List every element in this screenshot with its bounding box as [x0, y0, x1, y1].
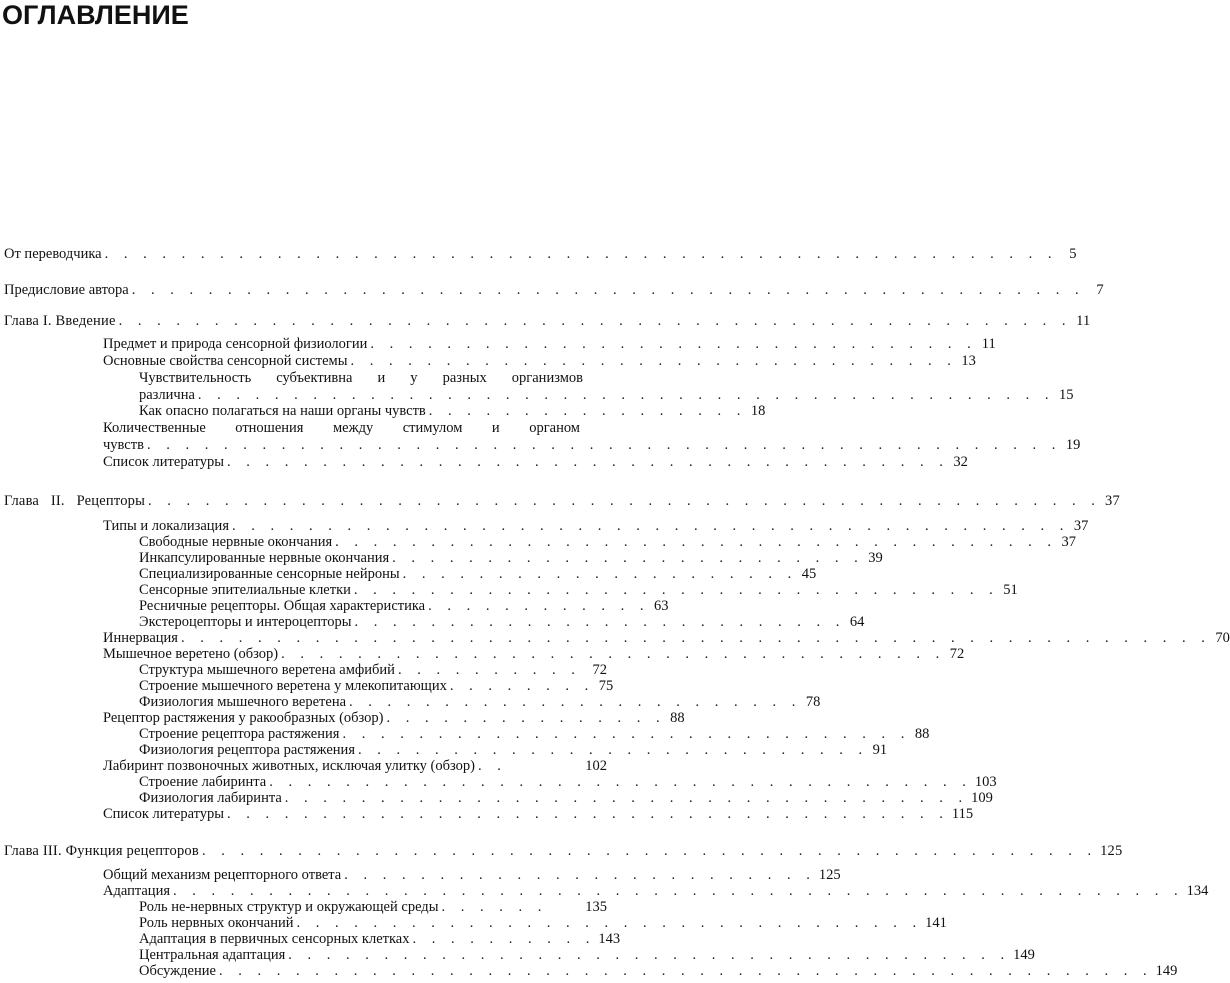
- toc-page-number: 125: [1100, 843, 1123, 859]
- toc-entry[interactable]: [103, 518, 1089, 535]
- toc-page-number: 141: [925, 915, 947, 931]
- toc-label: Адаптация: [103, 883, 170, 899]
- leader-dots: . . . . . . . . . . . . . . . . . . . . . . . . . . . . . . . .: [350, 353, 957, 369]
- toc-entry[interactable]: [139, 387, 1074, 404]
- leader-dots: . . . . . . . .: [449, 678, 595, 694]
- toc-chapter-2[interactable]: [4, 493, 1120, 510]
- leader-dots: . . . . . . . . . . . . . . . . . . . . . . . . .: [344, 867, 816, 883]
- leader-dots: . . . . . . . . . . . . . . . . . . . . . . . . . . . . . .: [342, 726, 911, 742]
- leader-dots: . . . . . . . . . . . . . . . . . . . . . . . . . . . . . . . . . .: [353, 582, 999, 598]
- toc-page-number: 102: [585, 758, 607, 774]
- toc-entry[interactable]: [139, 678, 614, 695]
- leader-dots: . . . . . . . . . . . . . . . . . . . . . . . . . . . . . . . . . . . . . . . . . . . . . . . . . . . . . .: [180, 630, 1211, 646]
- toc-label: Сенсорные эпителиальные клетки: [139, 582, 351, 598]
- toc-page-number: 13: [961, 353, 976, 369]
- toc-page-number: 63: [654, 598, 669, 614]
- toc-entry[interactable]: [139, 947, 1035, 964]
- toc-entry[interactable]: [139, 963, 1178, 980]
- toc-entry-line1[interactable]: Чувствительность субъективна и у разных организмов: [139, 370, 583, 386]
- toc-label: Список литературы: [103, 806, 225, 822]
- toc-page-number: 149: [1013, 947, 1035, 963]
- toc-label: Глава II. Рецепторы: [4, 493, 146, 509]
- toc-entry-line1[interactable]: Количественные отношения между стимулом и органом: [103, 420, 580, 436]
- toc-page-number: 45: [801, 566, 817, 582]
- toc-label: Роль нервных окончаний: [139, 915, 294, 931]
- toc-entry[interactable]: [103, 454, 968, 471]
- toc-label: Рецептор растяжения у ракообразных (обзор): [103, 710, 384, 726]
- toc-label: От переводчика: [4, 246, 102, 262]
- toc-page-number: 5: [1069, 246, 1077, 262]
- toc-label: Свободные нервные окончания: [139, 534, 333, 550]
- toc-entry[interactable]: [139, 774, 997, 791]
- leader-dots: . . . . . . . . . . . . . . . . .: [428, 403, 747, 419]
- toc-label: Физиология лабиринта: [139, 790, 282, 806]
- toc-page-number: 7: [1096, 282, 1104, 298]
- toc-entry[interactable]: [139, 534, 1077, 551]
- toc-entry[interactable]: [139, 915, 947, 932]
- leader-dots: . . . . . . . . . . . . . . . . . . . . . . . . . . . . . . . .: [370, 336, 977, 352]
- toc-entry-preface[interactable]: [4, 282, 1104, 299]
- toc-page-number: 72: [949, 646, 965, 662]
- leader-dots: . . . . . . . . . . . . . . . . . . . . . . . . . . . . . . . . . . . . . . . . . . . . . . . .: [146, 437, 1062, 453]
- leader-dots: . . . . . . . . . . . . . . . . . . . . . . . . . . . . . . . . . . . . . .: [227, 454, 949, 470]
- toc-page-number: 64: [849, 614, 865, 630]
- toc-page-number: 88: [914, 726, 930, 742]
- toc-label: Ресничные рецепторы. Общая характеристика: [139, 598, 426, 614]
- toc-label: Структура мышечного веретена амфибий: [139, 662, 395, 678]
- toc-entry[interactable]: [103, 710, 685, 727]
- toc-entry[interactable]: [139, 790, 993, 807]
- toc-page-number: 11: [1076, 313, 1091, 329]
- leader-dots: . . . . . . . . . . . . . . . . . . . . . . . . . . . . . . . . . . . . . . . . . . . . . . . . .: [218, 963, 1153, 979]
- leader-dots: . . . . . . . . . . . . . . . . . . . . . . . . .: [392, 550, 864, 566]
- leader-dots: . . . . . . . . . .: [412, 931, 596, 947]
- toc-label: Физиология рецептора растяжения: [139, 742, 355, 758]
- toc-label: Специализированные сенсорные нейроны: [139, 566, 400, 582]
- toc-entry[interactable]: [139, 598, 669, 615]
- toc-page-number: 115: [951, 806, 974, 822]
- toc-label: Список литературы: [103, 454, 225, 470]
- toc-label: Глава III. Функция рецепторов: [4, 843, 199, 859]
- toc-label: Роль не-нервных структур и окружающей среды: [139, 899, 439, 915]
- toc-entry[interactable]: [103, 630, 1230, 647]
- toc-page-number: 88: [670, 710, 685, 726]
- toc-entry[interactable]: [103, 353, 976, 370]
- leader-dots: . . . . . . . . . .: [397, 662, 581, 678]
- toc-label: Общий механизм рецепторного ответа: [103, 867, 342, 883]
- toc-page-number: 75: [598, 678, 614, 694]
- toc-entry[interactable]: [103, 437, 1081, 454]
- toc-entry[interactable]: [103, 646, 965, 663]
- toc-label: Предисловие автора: [4, 282, 129, 298]
- toc-entry[interactable]: [139, 582, 1018, 599]
- leader-dots: . . . . . . . . . . . . . . . . . . . . . . . . . . . . . . . . . . . . .: [269, 774, 972, 790]
- toc-entry[interactable]: [139, 566, 817, 583]
- toc-entry[interactable]: [139, 662, 607, 679]
- toc-entry[interactable]: [103, 336, 996, 353]
- toc-page-number: 37: [1073, 518, 1089, 534]
- toc-label: Адаптация в первичных сенсорных клетках: [139, 931, 410, 947]
- toc-page-number: 39: [868, 550, 883, 566]
- leader-dots: . . . . . . . . . . . . . . .: [386, 710, 666, 726]
- toc-label: Строение рецептора растяжения: [139, 726, 340, 742]
- toc-chapter-3[interactable]: [4, 843, 1123, 860]
- toc-label: различна: [139, 387, 195, 403]
- toc-entry[interactable]: [139, 694, 821, 711]
- toc-page-number: 70: [1215, 630, 1230, 646]
- leader-dots: . . . . . . . . . . . . . . . . . . . . .: [402, 566, 798, 582]
- toc-entry[interactable]: [103, 758, 607, 775]
- leader-dots: . . . . . . . . . . . . . . . . . . . . . . . . . . .: [358, 742, 869, 758]
- page-title: ОГЛАВЛЕНИЕ: [2, 0, 189, 30]
- leader-dots: . . . . . . . . . . . . . . . . . . . . . . . . . . . . . . . . . . .: [281, 646, 946, 662]
- toc-entry[interactable]: [139, 403, 766, 420]
- toc-page-number: 109: [971, 790, 993, 806]
- toc-entry[interactable]: [103, 806, 974, 823]
- toc-label: Инкапсулированные нервные окончания: [139, 550, 390, 566]
- toc-page-number: 78: [805, 694, 821, 710]
- toc-page-number: 37: [1061, 534, 1077, 550]
- leader-dots: . . . . . . . . . . . . . . . . . . . . . . . . . . . . . . . . . . . .: [284, 790, 969, 806]
- leader-dots: . . . . . .: [441, 899, 548, 915]
- toc-page-number: 91: [872, 742, 888, 758]
- toc-label: Основные свойства сенсорной системы: [103, 353, 348, 369]
- toc-label: Экстероцепторы и интероцепторы: [139, 614, 352, 630]
- toc-page-number: 32: [953, 454, 968, 470]
- toc-page-number: 143: [598, 931, 621, 947]
- leader-dots: . . . . . . . . . . . .: [428, 598, 650, 614]
- toc-label: Мышечное веретено (обзор): [103, 646, 279, 662]
- toc-page-number: 19: [1065, 437, 1081, 453]
- leader-dots: . . . . . . . . . . . . . . . . . . . . . . . . . . . . . . . . . . . . . .: [227, 806, 949, 822]
- toc-label: Лабиринт позвоночных животных, исключая улитку (обзор): [103, 758, 475, 774]
- toc-label: Физиология мышечного веретена: [139, 694, 347, 710]
- leader-dots: . . . . . . . . . . . . . . . . . . . . . . . . . . . . . . . . . . . . . . . . . . . . . . . . . .: [131, 282, 1085, 298]
- toc-page-number: 37: [1105, 493, 1120, 509]
- toc-page-number: 15: [1059, 387, 1074, 403]
- toc-label: Иннервация: [103, 630, 178, 646]
- toc-entry[interactable]: [139, 742, 888, 759]
- leader-dots: . . . . . . . . . . . . . . . . . . . . . . . . . . . . . . . . . . . . . .: [335, 534, 1058, 550]
- leader-dots: . . . . . . . . . . . . . . . . . . . . . . . . . .: [354, 614, 846, 630]
- leader-dots: . . . . . . . . . . . . . . . . . . . . . . . . . . . . . . . . . . . . . . . . . . . .: [232, 518, 1070, 534]
- toc-entry[interactable]: [139, 726, 930, 743]
- toc-entry[interactable]: [103, 867, 841, 884]
- toc-entry[interactable]: [139, 614, 865, 631]
- toc-page-number: 51: [1003, 582, 1018, 598]
- leader-dots: . . . . . . . . . . . . . . . . . . . . . . . . . . . . . . . . .: [296, 915, 923, 931]
- leader-dots: . . . . . . . . . . . . . . . . . . . . . . . . . . . . . . . . . . . . . . . . . . . . . . .: [201, 843, 1098, 859]
- toc-page-number: 149: [1155, 963, 1178, 979]
- leader-dots: . . . . . . . . . . . . . . . . . . . . . . . . . . . . . . . . . . . . . .: [288, 947, 1011, 963]
- leader-dots: . . . . . . . . . . . . . . . . . . . . . . . . . . . . . . . . . . . . . . . . . . . . . . . . . .: [104, 246, 1058, 262]
- toc-page-number: 72: [592, 662, 607, 678]
- toc-label: Как опасно полагаться на наши органы чувств: [139, 403, 426, 419]
- toc-entry[interactable]: [103, 883, 1209, 900]
- toc-label: Строение мышечного веретена у млекопитающих: [139, 678, 447, 694]
- toc-label: Типы и локализация: [103, 518, 229, 534]
- toc-entry[interactable]: [139, 899, 607, 916]
- leader-dots: . . . . . . . . . . . . . . . . . . . . . . . . . . . . . . . . . . . . . . . . . . . . . . . . . .: [148, 493, 1101, 509]
- toc-entry-translator[interactable]: [4, 246, 1077, 263]
- toc-page-number: 125: [818, 867, 841, 883]
- toc-label: Центральная адаптация: [139, 947, 286, 963]
- toc-label: Обсуждение: [139, 963, 216, 979]
- toc-entry[interactable]: [139, 931, 621, 948]
- toc-page-number: 103: [974, 774, 997, 790]
- toc-chapter-1[interactable]: [4, 313, 1091, 330]
- leader-dots: . . . . . . . . . . . . . . . . . . . . . . . . . . . . . . . . . . . . . . . . . . . . . . . . . .: [118, 313, 1072, 329]
- toc-page-number: 134: [1186, 883, 1209, 899]
- leader-dots: . .: [477, 758, 507, 774]
- leader-dots: . . . . . . . . . . . . . . . . . . . . . . . .: [349, 694, 802, 710]
- toc-page-number: 11: [981, 336, 996, 352]
- leader-dots: . . . . . . . . . . . . . . . . . . . . . . . . . . . . . . . . . . . . . . . . . . . . . . . . . . . . .: [173, 883, 1184, 899]
- toc-page-number: 135: [585, 899, 607, 915]
- toc-label: Глава I. Введение: [4, 313, 116, 329]
- toc-page-number: 18: [750, 403, 766, 419]
- toc-entry[interactable]: [139, 550, 883, 567]
- leader-dots: . . . . . . . . . . . . . . . . . . . . . . . . . . . . . . . . . . . . . . . . . . . . .: [197, 387, 1055, 403]
- toc-label: чувств: [103, 437, 144, 453]
- toc-label: Строение лабиринта: [139, 774, 267, 790]
- toc-label: Предмет и природа сенсорной физиологии: [103, 336, 368, 352]
